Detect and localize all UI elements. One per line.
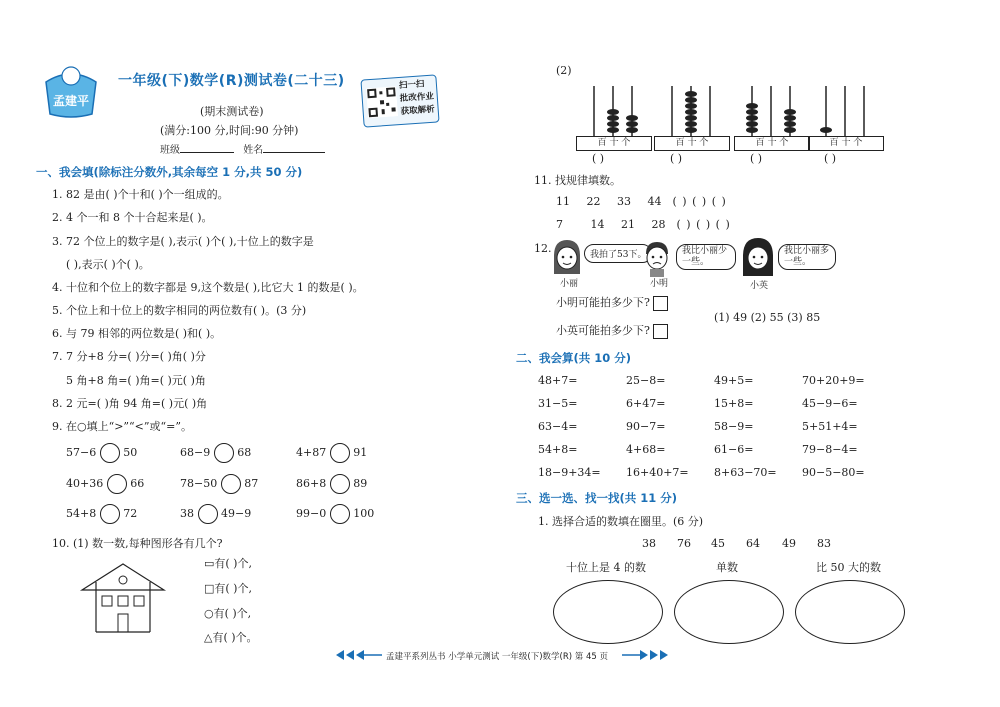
abacus-label: 百 十 个 (734, 136, 810, 151)
girl-xiaoying-icon (740, 236, 776, 278)
options: (1) 49 (2) 55 (3) 85 (714, 311, 821, 324)
question-8: 8. 2 元=( )角 94 角=( )元( )角 (52, 397, 208, 410)
question-3-line-1: 3. 72 个位上的数字是( ),表示( )个( ),十位上的数字是 (52, 235, 314, 248)
kid-name: 小英 (750, 281, 769, 291)
class-field (160, 141, 325, 156)
compare-circle[interactable] (100, 504, 120, 524)
question-7-line-1: 7. 7 分+8 分=( )分=( )角( )分 (52, 350, 206, 363)
section-3-title: 三、选一选、找一找(共 11 分) (516, 491, 678, 505)
logo-text: 孟建平 (52, 94, 89, 108)
qr-code-icon (366, 86, 398, 118)
kid-name: 小丽 (560, 279, 579, 289)
calc-item: 5+51+4= (802, 420, 858, 433)
speech-bubble: 我拍了53下。 (584, 244, 652, 263)
calc-item: 6+47= (626, 397, 666, 410)
shape-count-square: □有( )个, (204, 582, 252, 595)
compare-circle[interactable] (100, 443, 120, 463)
footer-left-arrow-icon (336, 650, 382, 660)
question-12: 12. (534, 242, 552, 255)
number-choice: 45 (711, 537, 725, 550)
question-9: 9. 在○填上“>”“<”或“=”。 (52, 420, 192, 433)
calc-item: 54+8= (538, 443, 578, 456)
sequence-1: 11 22 33 44 ( ) ( ) ( ) (556, 195, 726, 208)
shape-count-rect: ▭有( )个, (204, 557, 252, 570)
number-choice: 49 (782, 537, 796, 550)
answer-oval[interactable] (553, 580, 663, 644)
exam-subtitle: (期末测试卷) (200, 105, 264, 118)
compare-item: 78−50 87 (180, 474, 258, 494)
question-10: 10. (1) 数一数,每种图形各有几个? (52, 537, 223, 550)
calc-item: 18−9+34= (538, 466, 601, 479)
number-choice: 38 (642, 537, 656, 550)
oval-label: 十位上是 4 的数 (566, 561, 646, 574)
number-choice: 64 (746, 537, 760, 550)
oval-label: 单数 (716, 561, 738, 574)
speech-bubble: 我比小丽多一些。 (778, 244, 836, 270)
section-1-title: 一、我会填(除标注分数外,其余每空 1 分,共 50 分) (36, 165, 303, 179)
abacus-answer[interactable]: ( ) (592, 152, 605, 165)
calc-item: 63−4= (538, 420, 578, 433)
question-7-line-2: 5 角+8 角=( )角=( )元( )角 (66, 374, 206, 387)
calc-item: 48+7= (538, 374, 578, 387)
kid-name: 小明 (650, 279, 669, 289)
abacus-icon (576, 84, 650, 136)
answer-oval[interactable] (674, 580, 784, 644)
calc-item: 4+68= (626, 443, 666, 456)
calc-item: 45−9−6= (802, 397, 858, 410)
ask-xiaoming: 小明可能拍多少下? (556, 294, 668, 311)
qr-code-box[interactable] (360, 74, 439, 127)
question-4: 4. 十位和个位上的数字都是 9,这个数是( ),比它大 1 的数是( )。 (52, 281, 364, 294)
abacus-icon (654, 84, 728, 136)
speech-bubble: 我比小丽少一些。 (676, 244, 736, 270)
abacus-label: 百 十 个 (576, 136, 652, 151)
answer-box[interactable] (653, 296, 668, 311)
answer-oval[interactable] (795, 580, 905, 644)
answer-box[interactable] (653, 324, 668, 339)
oval-label: 比 50 大的数 (816, 561, 881, 574)
compare-circle[interactable] (214, 443, 234, 463)
sequence-2: 7 14 21 28 ( ) ( ) ( ) (556, 218, 730, 231)
calc-item: 58−9= (714, 420, 754, 433)
abacus-answer[interactable]: ( ) (824, 152, 837, 165)
compare-item: 68−9 68 (180, 443, 251, 463)
compare-item: 57−6 50 (66, 443, 137, 463)
abacus-answer[interactable]: ( ) (670, 152, 683, 165)
footer-text: 孟建平系列丛书 小学单元测试 一年级(下)数学(R) 第 45 页 (386, 652, 608, 662)
section-2-title: 二、我会算(共 10 分) (516, 351, 632, 365)
abacus-answer[interactable]: ( ) (750, 152, 763, 165)
calc-item: 61−6= (714, 443, 754, 456)
question-5: 5. 个位上和十位上的数字相同的两位数有( )。(3 分) (52, 304, 307, 317)
question-2: 2. 4 个一和 8 个十合起来是( )。 (52, 211, 213, 224)
footer-right-arrow-icon (622, 650, 668, 660)
calc-item: 16+40+7= (626, 466, 689, 479)
compare-circle[interactable] (330, 443, 350, 463)
boy-xiaoming-icon (640, 238, 674, 278)
compare-circle[interactable] (107, 474, 127, 494)
class-label: 班级 (160, 145, 180, 156)
logo (40, 62, 102, 120)
compare-item: 86+8 89 (296, 474, 367, 494)
number-choice: 83 (817, 537, 831, 550)
compare-circle[interactable] (330, 504, 350, 524)
shape-count-circle: ○有( )个, (204, 607, 252, 620)
name-label: 姓名 (243, 145, 264, 156)
abacus-label: 百 十 个 (654, 136, 730, 151)
question-1: 1. 82 是由( )个十和( )个一组成的。 (52, 188, 229, 201)
compare-item: 4+87 91 (296, 443, 367, 463)
calc-item: 8+63−70= (714, 466, 777, 479)
compare-item: 40+36 66 (66, 474, 144, 494)
compare-item: 54+8 72 (66, 504, 137, 524)
calc-item: 25−8= (626, 374, 666, 387)
calc-item: 49+5= (714, 374, 754, 387)
ask-xiaoying: 小英可能拍多少下? (556, 322, 668, 339)
qr-line-2: 批改作业 (399, 91, 435, 104)
page-title: 一年级(下)数学(R)测试卷(二十三) (118, 73, 345, 89)
calc-item: 70+20+9= (802, 374, 865, 387)
house-icon (78, 560, 168, 634)
compare-item: 38 49−9 (180, 504, 251, 524)
shape-count-triangle: △有( )个。 (204, 631, 258, 644)
question-10-2: (2) (556, 64, 572, 77)
compare-circle[interactable] (330, 474, 350, 494)
compare-circle[interactable] (198, 504, 218, 524)
abacus-label: 百 十 个 (808, 136, 884, 151)
calc-item: 79−8−4= (802, 443, 858, 456)
calc-item: 90−7= (626, 420, 666, 433)
score-time: (满分:100 分,时间:90 分钟) (160, 124, 299, 137)
abacus-icon (734, 84, 808, 136)
compare-item: 99−0 100 (296, 504, 374, 524)
question-3-line-2: ( ),表示( )个( )。 (66, 258, 150, 271)
abacus-icon (808, 84, 882, 136)
question-6: 6. 与 79 相邻的两位数是( )和( )。 (52, 327, 222, 340)
girl-xiaoli-icon (550, 238, 584, 278)
qr-line-1: 扫一扫 (398, 79, 425, 92)
qr-line-3: 获取解析 (400, 104, 436, 117)
calc-item: 90−5−80= (802, 466, 865, 479)
section-3-question-1: 1. 选择合适的数填在圈里。(6 分) (538, 515, 704, 528)
number-choice: 76 (677, 537, 691, 550)
compare-circle[interactable] (221, 474, 241, 494)
question-11: 11. 找规律填数。 (534, 174, 621, 187)
calc-item: 31−5= (538, 397, 578, 410)
calc-item: 15+8= (714, 397, 754, 410)
